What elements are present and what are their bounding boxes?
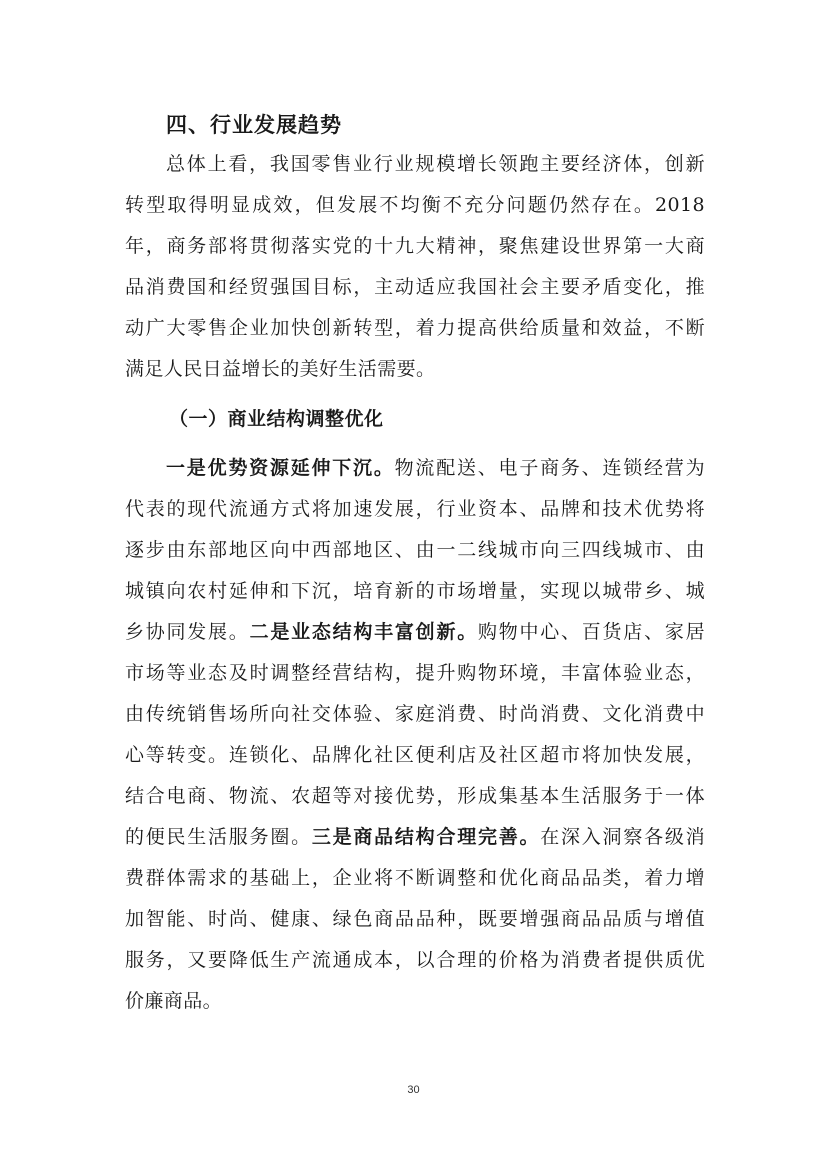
- paragraph-line: 价廉商品。: [125, 990, 223, 1012]
- paragraph-line: 加智能、时尚、健康、绿色商品品种，既要增强商品品质与增值: [125, 908, 705, 930]
- subsection-heading: （一）商业结构调整优化: [169, 408, 384, 430]
- paragraph-line: [125, 448, 705, 489]
- paragraph-line: 心等转变。连锁化、品牌化社区便利店及社区超市将加快发展，: [125, 744, 705, 766]
- paragraph-line: 动广大零售企业加快创新转型，着力提高供给质量和效益，不断: [125, 317, 705, 339]
- paragraph-line: 代表的现代流通方式将加速发展，行业资本、品牌和技术优势将: [125, 498, 705, 520]
- paragraph-line: 市场等业态及时调整经营结构，提升购物环境，丰富体验业态，: [125, 662, 705, 684]
- paragraph-line: 转型取得明显成效，但发展不均衡不充分问题仍然存在。2018: [125, 194, 705, 216]
- paragraph-line: 逐步由东部地区向中西部地区、由一二线城市向三四线城市、由: [125, 539, 705, 561]
- paragraph-line: 城镇向农村延伸和下沉，培育新的市场增量，实现以城带乡、城: [125, 580, 705, 602]
- line-text: 乡协同发展。: [125, 621, 250, 643]
- line-text: 购物中心、百货店、家居: [477, 621, 705, 643]
- paragraph-line: [125, 612, 705, 653]
- paragraph-line: 品消费国和经贸强国目标，主动适应我国社会主要矛盾变化，推: [125, 276, 705, 298]
- section-heading: 四、行业发展趋势: [166, 113, 342, 137]
- key-point-3: 三是商品结构合理完善。: [311, 826, 541, 848]
- key-point-2: 二是业态结构丰富创新。: [249, 621, 478, 643]
- paragraph-line: 满足人民日益增长的美好生活需要。: [125, 358, 436, 380]
- line-text: 的便民生活服务圈。: [125, 826, 312, 848]
- paragraph-overview: [125, 144, 705, 390]
- page-number: 30: [407, 1084, 420, 1096]
- paragraph-line: 费群体需求的基础上，企业将不断调整和优化商品品类，着力增: [125, 867, 705, 889]
- paragraph-line: 总体上看，我国零售业行业规模增长领跑主要经济体，创新: [166, 153, 705, 175]
- line-text: 在深入洞察各级消: [540, 826, 706, 848]
- paragraph-line: 结合电商、物流、农超等对接优势，形成集基本生活服务于一体: [125, 785, 705, 807]
- paragraph-line: 由传统销售场所向社交体验、家庭消费、时尚消费、文化消费中: [125, 703, 705, 725]
- paragraph-line: 年，商务部将贯彻落实党的十九大精神，聚焦建设世界第一大商: [125, 235, 705, 257]
- key-point-1: 一是优势资源延伸下沉。: [166, 457, 395, 479]
- paragraph-line: 服务，又要降低生产流通成本，以合理的价格为消费者提供质优: [125, 949, 705, 971]
- paragraph-line: [125, 817, 705, 858]
- text-body: [125, 106, 705, 1022]
- line-text: 物流配送、电子商务、连锁经营为: [394, 457, 705, 479]
- paragraph-structure: [125, 448, 705, 1022]
